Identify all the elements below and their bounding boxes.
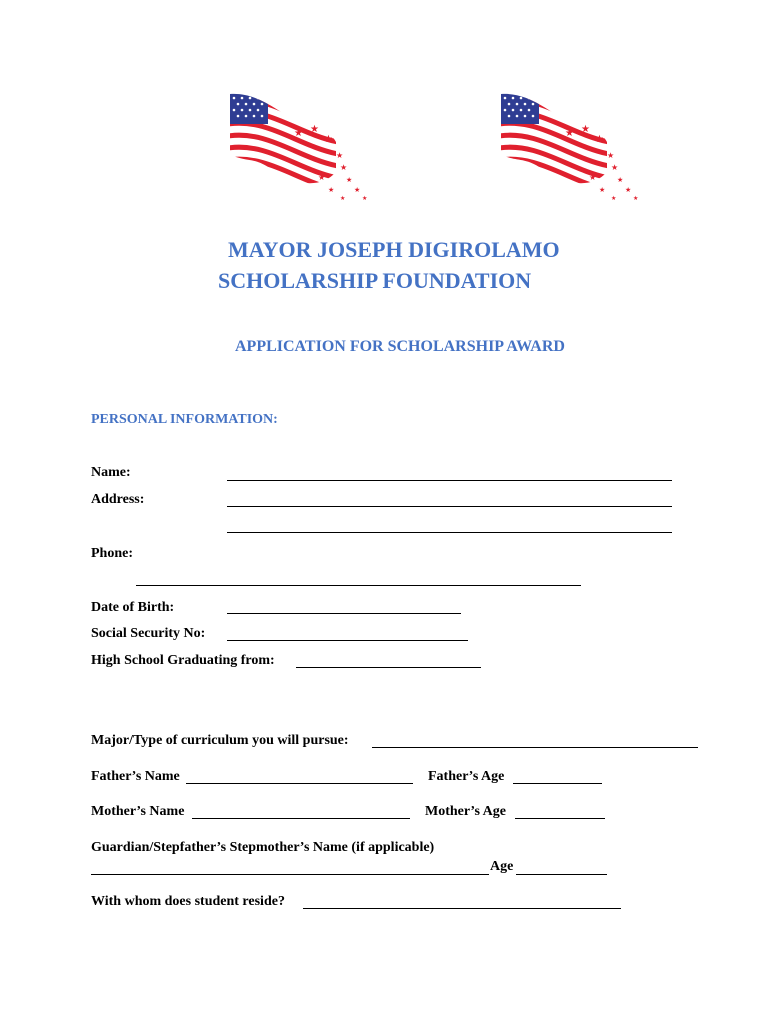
form-subtitle: APPLICATION FOR SCHOLARSHIP AWARD <box>235 338 565 355</box>
guardian-age-label: Age <box>490 859 514 874</box>
phone-label: Phone: <box>91 546 133 561</box>
title-line-1: MAYOR JOSEPH DIGIROLAMO <box>228 237 560 262</box>
reside-field[interactable] <box>303 908 621 909</box>
svg-text:★: ★ <box>611 163 619 172</box>
reside-label: With whom does student reside? <box>91 894 285 909</box>
phone-field[interactable] <box>136 585 581 586</box>
svg-text:★: ★ <box>607 151 615 160</box>
svg-text:★: ★ <box>595 134 604 145</box>
svg-text:★: ★ <box>617 176 624 184</box>
svg-text:★: ★ <box>611 195 617 202</box>
svg-text:★: ★ <box>318 173 326 182</box>
name-label: Name: <box>91 465 131 480</box>
svg-text:★: ★ <box>340 163 348 172</box>
svg-text:★: ★ <box>599 186 606 194</box>
mother-name-field[interactable] <box>192 818 410 819</box>
father-name-label: Father’s Name <box>91 769 180 784</box>
svg-text:★: ★ <box>336 151 344 160</box>
father-age-label: Father’s Age <box>428 769 505 784</box>
major-field[interactable] <box>372 747 698 748</box>
mother-name-label: Mother’s Name <box>91 804 185 819</box>
mother-age-label: Mother’s Age <box>425 804 506 819</box>
father-age-field[interactable] <box>513 783 602 784</box>
svg-text:★: ★ <box>625 186 632 194</box>
address-field-line-2[interactable] <box>227 532 672 533</box>
high-school-label: High School Graduating from: <box>91 653 275 668</box>
ssn-label: Social Security No: <box>91 626 206 641</box>
svg-text:★: ★ <box>328 186 335 194</box>
major-label: Major/Type of curriculum you will pursue: <box>91 733 349 748</box>
svg-text:★: ★ <box>633 195 639 202</box>
address-label: Address: <box>91 492 145 507</box>
svg-text:★: ★ <box>346 176 353 184</box>
dob-field[interactable] <box>227 613 461 614</box>
section-heading-personal: PERSONAL INFORMATION: <box>91 412 278 427</box>
title-line-2: SCHOLARSHIP FOUNDATION <box>218 268 532 293</box>
page-title <box>218 234 560 296</box>
svg-text:★: ★ <box>294 128 303 139</box>
svg-text:★: ★ <box>362 195 368 202</box>
svg-text:★: ★ <box>581 124 590 135</box>
svg-text:★: ★ <box>340 195 346 202</box>
american-flag-icon <box>228 92 378 207</box>
address-field-line-1[interactable] <box>227 506 672 507</box>
svg-text:★: ★ <box>310 124 319 135</box>
dob-label: Date of Birth: <box>91 600 175 615</box>
guardian-age-field[interactable] <box>516 874 607 875</box>
svg-text:★: ★ <box>354 186 361 194</box>
mother-age-field[interactable] <box>515 818 605 819</box>
svg-text:★: ★ <box>324 134 333 145</box>
guardian-name-field[interactable] <box>91 874 489 875</box>
svg-text:★: ★ <box>589 173 597 182</box>
name-field[interactable] <box>227 480 672 481</box>
father-name-field[interactable] <box>186 783 413 784</box>
svg-text:★: ★ <box>565 128 574 139</box>
american-flag-icon <box>499 92 649 207</box>
ssn-field[interactable] <box>227 640 468 641</box>
high-school-field[interactable] <box>296 667 481 668</box>
guardian-label: Guardian/Stepfather’s Stepmother’s Name (if applicable) <box>91 840 435 855</box>
